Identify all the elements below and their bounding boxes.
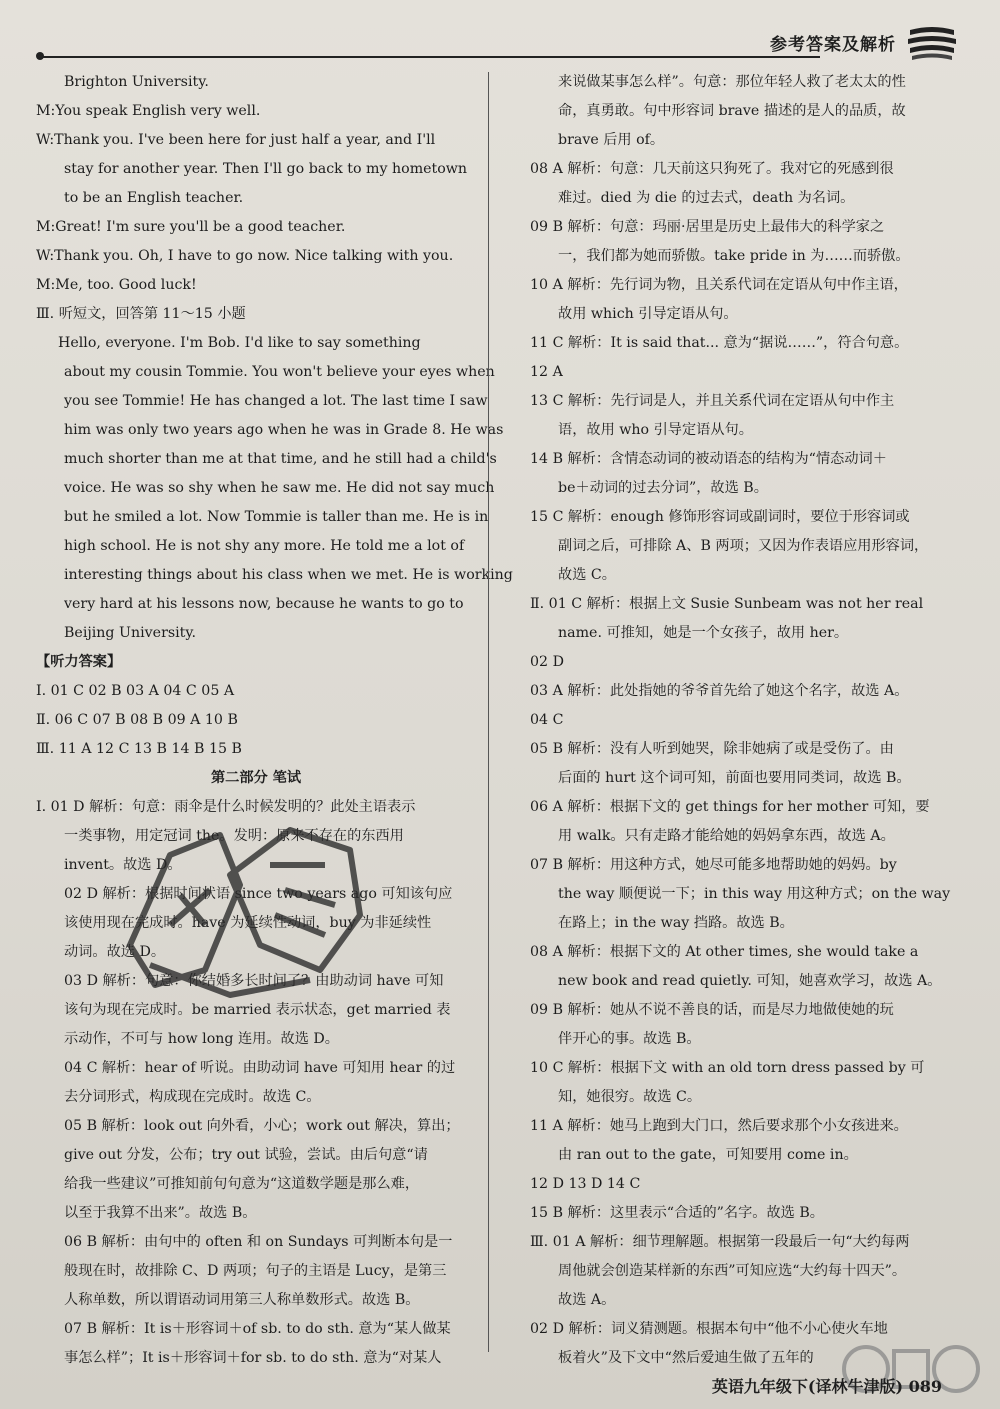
text-line: voice. He was so shy when he saw me. He did not say much [64,480,495,496]
text-line: M:Great! I'm sure you'll be a good teacher. [36,219,346,235]
text-line: 以至于我算不出来”。故选 B。 [64,1205,257,1221]
text-line: 07 B 解析：It is＋形容词＋of sb. to do sth. 意为“某人做某 [64,1321,451,1337]
text-line: 08 A 解析：根据下文的 At other times, she would take a [530,944,919,960]
text-line: 一类事物，用定冠词 the。发明：原来不存在的东西用 [64,828,404,844]
text-line: 11 C 解析：It is said that... 意为“据说……”，符合句意。 [530,335,909,351]
text-line: 07 B 解析：用这种方式，她尽可能多地帮助她的妈妈。by [530,857,897,873]
text-line: 14 B 解析：含情态动词的被动语态的结构为“情态动词＋ [530,451,887,467]
column-divider [488,72,489,1352]
text-line: Ⅱ. 01 C 解析：根据上文 Susie Sunbeam was not her real [530,596,924,612]
text-line: 来说做某事怎么样”。句意：那位年轻人救了老太太的性 [558,74,906,90]
text-line: 人称单数，所以谓语动词用第三人称单数形式。故选 B。 [64,1292,420,1308]
text-line: Ⅲ. 11 A 12 C 13 B 14 B 15 B [36,741,242,757]
text-line: 09 B 解析：她从不说不善良的话，而是尽力地做使她的玩 [530,1002,894,1018]
text-line: 06 A 解析：根据下文的 get things for her mother 可知，要 [530,799,930,815]
text-line: 11 A 解析：她马上跑到大门口，然后要求那个小女孩进来。 [530,1118,908,1134]
text-line: 由 ran out to the gate，可知要用 come in。 [558,1147,858,1163]
text-line: 该句为现在完成时。be married 表示状态，get married 表 [64,1002,451,1018]
text-line: 04 C [530,712,564,728]
text-line: 12 A [530,364,563,380]
text-line: 06 B 解析：由句中的 often 和 on Sundays 可判断本句是一 [64,1234,453,1250]
text-line: but he smiled a lot. Now Tommie is taller than me. He is in [64,509,489,525]
text-line: 第二部分 笔试 [210,770,302,786]
text-line: 02 D 解析：根据时间状语 since two years ago 可知该句应 [64,886,453,902]
header-rule [40,56,820,58]
text-line: you see Tommie! He has changed a lot. The last time I saw [64,393,488,409]
text-line: very hard at his lessons now, because he wants to go to [64,596,464,612]
text-line: new book and read quietly. 可知，她喜欢学习，故选 A。 [558,973,942,989]
text-line: to be an English teacher. [64,190,244,206]
text-line: give out 分发，公布；try out 试验，尝试。由后句意“请 [64,1147,428,1163]
text-line: 周他就会创造某样新的东西”可知应选“大约每十四天”。 [558,1263,907,1279]
text-line: W:Thank you. I've been here for just half a year, and I'll [36,132,436,148]
text-line: M:Me, too. Good luck! [36,277,197,293]
text-line: 13 C 解析：先行词是人，并且关系代词在定语从句中作主 [530,393,895,409]
text-line: Brighton University. [64,74,209,90]
right-column [530,68,951,1373]
text-line: 命，真勇敢。句中形容词 brave 描述的是人的品质，故 [558,103,906,119]
text-line: him was only two years ago when he was in Grade 8. He was [64,422,504,438]
text-line: brave 后用 of。 [558,132,665,148]
text-line: Ⅲ. 01 A 解析：细节理解题。根据第一段最后一句“大约每两 [530,1234,910,1250]
books-icon [904,22,960,62]
text-line: 故选 C。 [558,567,616,583]
text-line: 事怎么样”；It is＋形容词＋for sb. to do sth. 意为“对某人 [64,1350,442,1366]
text-line: 05 B 解析：look out 向外看，小心；work out 解决，算出； [64,1118,460,1134]
text-line: 副词之后，可排除 A、B 两项；又因为作表语应用形容词， [558,538,929,554]
text-line: 后面的 hurt 这个词可知，前面也要用同类词，故选 B。 [558,770,911,786]
text-line: much shorter than me at that time, and he still had a child's [64,451,497,467]
header-title: 参考答案及解析 [770,35,896,55]
page-footer: 英语九年级下(译林牛津版) 089 [711,1377,942,1396]
text-line: 10 A 解析：先行词为物，且关系代词在定语从句中作主语， [530,277,908,293]
text-line: 在路上；in the way 挡路。故选 B。 [558,915,794,931]
text-line: Beijing University. [64,625,197,641]
text-line: 05 B 解析：没有人听到她哭，除非她病了或是受伤了。由 [530,741,894,757]
text-line: 15 B 解析：这里表示“合适的”名字。故选 B。 [530,1205,824,1221]
text-line: Hello, everyone. I'm Bob. I'd like to say something [58,335,421,351]
text-line: 09 B 解析：句意：玛丽·居里是历史上最伟大的科学家之 [530,219,885,235]
page-header [36,22,960,58]
text-line: W:Thank you. Oh, I have to go now. Nice talking with you. [36,248,454,264]
text-line: stay for another year. Then I'll go back to my hometown [64,161,468,177]
text-line: 般现在时，故排除 C、D 两项；句子的主语是 Lucy，是第三 [64,1263,447,1279]
text-line: M:You speak English very well. [36,103,261,119]
text-line: 02 D 解析：词义猜测题。根据本句中“他不小心使火车地 [530,1321,888,1337]
text-line: 04 C 解析：hear of 听说。由助动词 have 可知用 hear 的过 [64,1060,456,1076]
text-line: name. 可推知，她是一个女孩子，故用 her。 [558,625,849,641]
text-line: 15 C 解析：enough 修饰形容词或副词时，要位于形容词或 [530,509,910,525]
text-line: 故用 which 引导定语从句。 [558,306,738,322]
text-line: 用 walk。只有走路才能给她的妈妈拿东西，故选 A。 [558,828,895,844]
text-line: 知，她很穷。故选 C。 [558,1089,702,1105]
text-line: 示动作，不可与 how long 连用。故选 D。 [64,1031,339,1047]
text-line: 该使用现在完成时。have 为延续性动词，buy 为非延续性 [64,915,432,931]
stamp-icon [110,795,380,1010]
text-line: 02 D [530,654,564,670]
text-line: 板着火”及下文中“然后爱迪生做了五年的 [558,1350,814,1366]
text-line: Ⅰ. 01 D 解析：句意：雨伞是什么时候发明的？此处主语表示 [36,799,416,815]
text-line: 给我一些建议”可推知前句句意为“这道数学题是那么难， [64,1176,420,1192]
text-line: 难过。died 为 die 的过去式，death 为名词。 [558,190,855,206]
text-line: Ⅲ. 听短文，回答第 11～15 小题 [36,306,246,322]
text-line: about my cousin Tommie. You won't believe your eyes when [64,364,495,380]
text-line: 03 A 解析：此处指她的爷爷首先给了她这个名字，故选 A。 [530,683,909,699]
text-line: 语，故用 who 引导定语从句。 [558,422,753,438]
text-line: 12 D 13 D 14 C [530,1176,641,1192]
text-line: 【听力答案】 [36,654,122,670]
text-line: 故选 A。 [558,1292,616,1308]
text-line: Ⅰ. 01 C 02 B 03 A 04 C 05 A [36,683,235,699]
left-column [36,68,513,1373]
text-line: 08 A 解析：句意：几天前这只狗死了。我对它的死感到很 [530,161,894,177]
text-line: Ⅱ. 06 C 07 B 08 B 09 A 10 B [36,712,238,728]
text-line: 03 D 解析：句意：你结婚多长时间了？由助动词 have 可知 [64,973,444,989]
text-line: 伴开心的事。故选 B。 [558,1031,701,1047]
text-line: high school. He is not shy any more. He told me a lot of [64,538,465,554]
text-line: interesting things about his class when we met. He is working [64,567,513,583]
text-line: the way 顺便说一下；in this way 用这种方式；on the way [558,886,951,902]
text-line: 动词。故选 D。 [64,944,166,960]
text-line: 去分词形式，构成现在完成时。故选 C。 [64,1089,321,1105]
text-line: 10 C 解析：根据下文 with an old torn dress passed by 可 [530,1060,925,1076]
text-line: 一，我们都为她而骄傲。take pride in 为……而骄傲。 [558,248,910,264]
text-line: be＋动词的过去分词”，故选 B。 [558,480,768,496]
text-line: invent。故选 D。 [64,857,182,873]
